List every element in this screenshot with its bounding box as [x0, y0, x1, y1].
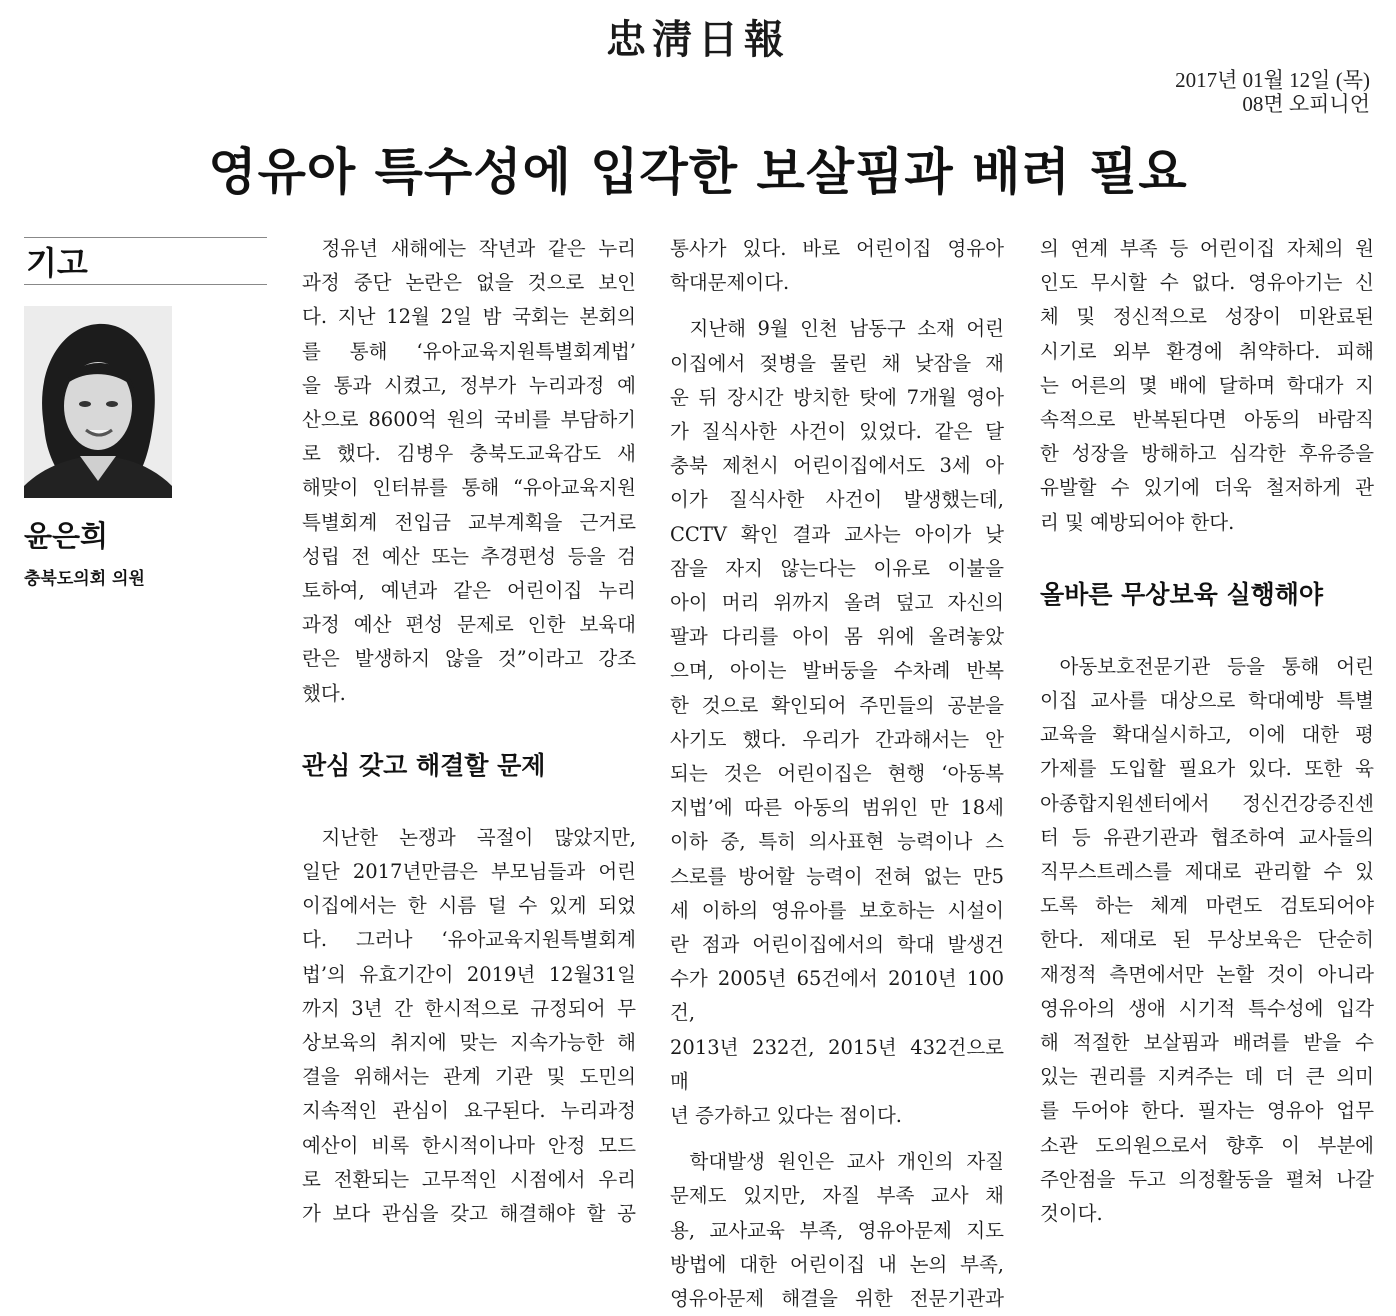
text-line: 소관 도의원으로서 향후 이 부분에 — [1040, 1133, 1374, 1157]
text-line: 아동보호전문기관 등을 통해 어린 — [1059, 654, 1374, 678]
text-line: 의 연계 부족 등 어린이집 자체의 원 — [1040, 237, 1374, 260]
text-line: 인도 무시할 수 없다. 영유아기는 신 — [1040, 271, 1374, 295]
text-line: 이집에서는 한 시름 덜 수 있게 되었 — [302, 894, 636, 918]
publication-date: 2017년 01월 12일 (목) — [1175, 68, 1370, 92]
text-line: 는 어른의 몇 배에 달하며 학대가 지 — [1040, 373, 1374, 397]
text-line: 예산이 비록 한시적이나마 안정 모드 — [302, 1133, 636, 1157]
text-line: 아종합지원센터에서 정신건강증진센 — [1040, 791, 1374, 815]
text-line: 법’의 유효기간이 2019년 12월31일 — [302, 962, 636, 986]
newspaper-masthead: 忠淸日報 — [606, 16, 790, 63]
text-line: 이하 중, 특히 의사표현 능력이나 스 — [670, 830, 1004, 854]
text-line: 특별회계 전입금 교부계획을 근거로 — [302, 510, 636, 534]
text-line: 한다. 제대로 된 무상보육은 단순히 — [1040, 928, 1374, 952]
column3-paragraph-2 — [1040, 650, 1374, 1231]
text-line: 직무스트레스를 제대로 관리할 수 있 — [1040, 860, 1374, 884]
text-line: 상보육의 취지에 맞는 지속가능한 해 — [302, 1031, 636, 1055]
text-line: 다. 지난 12월 2일 밤 국회는 본회의 — [302, 305, 636, 329]
column3-subhead: 올바른 무상보육 실행해야 — [1040, 579, 1324, 609]
article-headline: 영유아 특수성에 입각한 보살핌과 배려 필요 — [208, 142, 1188, 201]
section-tag: 기고 — [26, 244, 88, 282]
text-line: 것이다. — [1040, 1202, 1103, 1226]
dateline — [1175, 68, 1370, 116]
text-line: 까지 3년 간 한시적으로 규정되어 무 — [302, 996, 636, 1020]
page-section: 08면 오피니언 — [1242, 92, 1370, 116]
column2-paragraph-2 — [670, 312, 1004, 1133]
text-line: 속적으로 반복된다면 아동의 바람직 — [1040, 408, 1374, 432]
text-line: 잠을 자지 않는다는 이유로 이불을 — [670, 556, 1004, 580]
text-line: 가 질식사한 사건이 있었다. 같은 달 — [670, 420, 1004, 444]
text-line: 이집에서 젖병을 물린 채 낮잠을 재 — [670, 351, 1004, 375]
article-column-3 — [1040, 232, 1374, 1231]
text-line: 사기도 했다. 우리가 간과해서는 안 — [670, 727, 1004, 751]
text-line: 학대발생 원인은 교사 개인의 자질 — [689, 1150, 1004, 1174]
text-line: 토하여, 예년과 같은 어린이집 누리 — [302, 579, 636, 603]
text-line: 로 전환되는 고무적인 시점에서 우리 — [302, 1167, 636, 1191]
text-line: 해맞이 인터뷰를 통해 “유아교육지원 — [302, 476, 636, 500]
column2-paragraph-1 — [670, 232, 1004, 300]
article-column-2 — [670, 232, 1004, 1316]
text-line: 결을 위해서는 관계 기관 및 도민의 — [302, 1065, 636, 1089]
text-line: 유발할 수 있기에 더욱 철저하게 관 — [1040, 476, 1374, 500]
column2-paragraph-3 — [670, 1145, 1004, 1316]
text-line: 지속적인 관심이 요구된다. 누리과정 — [302, 1099, 636, 1123]
text-line: 한 것으로 확인되어 주민들의 공분을 — [670, 693, 1004, 717]
text-line: 방법에 대한 어린이집 내 논의 부족, — [670, 1252, 1004, 1276]
text-line: 영유아의 생애 시기적 특수성에 입각 — [1040, 996, 1374, 1020]
text-line: 과정 예산 편성 문제로 인한 보육대 — [302, 613, 636, 637]
text-line: 란은 발생하지 않을 것”이라고 강조 — [302, 647, 636, 671]
text-line: 과정 중단 논란은 없을 것으로 보인 — [302, 271, 636, 295]
text-line: 수가 2005년 65건에서 2010년 100건, — [670, 967, 1004, 1025]
text-line: 리 및 예방되어야 한다. — [1040, 510, 1235, 534]
text-line: 통사가 있다. 바로 어린이집 영유아 — [670, 237, 1004, 260]
text-line: 스로를 방어할 능력이 전혀 없는 만5 — [670, 864, 1004, 888]
text-line: 지난한 논쟁과 곡절이 많았지만, — [321, 825, 636, 849]
text-line: 으며, 아이는 발버둥을 수차례 반복 — [670, 659, 1004, 683]
text-line: 있는 권리를 지켜주는 데 더 큰 의미 — [1040, 1065, 1374, 1089]
text-line: 했다. — [302, 681, 346, 705]
text-line: 영유아문제 해결을 위한 전문기관과 — [670, 1287, 1004, 1311]
text-line: 를 통해 ‘유아교육지원특별회계법’ — [302, 339, 636, 363]
text-line: 팔과 다리를 아이 몸 위에 올려놓았 — [670, 625, 1004, 649]
text-line: 충북 제천시 어린이집에서도 3세 아 — [670, 454, 1004, 478]
text-line: 일단 2017년만큼은 부모님들과 어린 — [302, 860, 636, 884]
text-line: 되는 것은 어린이집은 현행 ‘아동복 — [670, 762, 1004, 786]
text-line: 도록 하는 체계 마련도 검토되어야 — [1040, 894, 1374, 918]
text-line: 문제도 있지만, 자질 부족 교사 채 — [670, 1184, 1004, 1208]
author-name: 윤은희 — [24, 519, 109, 553]
text-line: 세 이하의 영유아를 보호하는 시설이 — [670, 898, 1004, 922]
text-line: 년 증가하고 있다는 점이다. — [670, 1104, 903, 1128]
text-line: 정유년 새해에는 작년과 같은 누리 — [321, 237, 636, 260]
text-line: 다. 그러나 ‘유아교육지원특별회계 — [302, 928, 636, 952]
text-line: 터 등 유관기관과 협조하여 교사들의 — [1040, 825, 1374, 849]
text-line: 가제를 도입할 필요가 있다. 또한 육 — [1040, 757, 1374, 781]
text-line: 산으로 8600억 원의 국비를 부담하기 — [302, 408, 636, 432]
text-line: 을 통과 시켰고, 정부가 누리과정 예 — [302, 373, 636, 397]
text-line: 시기로 외부 환경에 취약하다. 피해 — [1040, 339, 1374, 363]
portrait-graphic — [24, 306, 172, 498]
text-line: 아이 머리 위까지 올려 덮고 자신의 — [670, 591, 1004, 615]
text-line: 재정적 측면에서만 논할 것이 아니라 — [1040, 962, 1374, 986]
text-line: 를 두어야 한다. 필자는 영유아 업무 — [1040, 1099, 1374, 1123]
text-line: 지난해 9월 인천 남동구 소재 어린 — [689, 317, 1004, 341]
text-line: 학대문제이다. — [670, 271, 790, 295]
text-line: CCTV 확인 결과 교사는 아이가 낮 — [670, 522, 1004, 546]
article-column-1 — [302, 232, 636, 1231]
column3-paragraph-1 — [1040, 232, 1374, 540]
author-photo — [24, 306, 172, 498]
text-line: 란 점과 어린이집에서의 학대 발생건 — [670, 933, 1004, 957]
text-line: 한 성장을 방해하고 심각한 후유증을 — [1040, 442, 1374, 466]
text-line: 용, 교사교육 부족, 영유아문제 지도 — [670, 1218, 1004, 1242]
text-line: 2013년 232건, 2015년 432건으로 매 — [670, 1035, 1004, 1093]
text-line: 이가 질식사한 사건이 발생했는데, — [670, 488, 1004, 512]
text-line: 로 했다. 김병우 충북도교육감도 새 — [302, 442, 636, 466]
text-line: 성립 전 예산 또는 추경편성 등을 검 — [302, 544, 636, 568]
column1-subhead: 관심 갖고 해결할 문제 — [302, 750, 546, 780]
text-line: 교육을 확대실시하고, 이에 대한 평 — [1040, 723, 1374, 747]
text-line: 주안점을 두고 의정활동을 펼쳐 나갈 — [1040, 1167, 1374, 1191]
text-line: 운 뒤 장시간 방치한 탓에 7개월 영아 — [670, 385, 1004, 409]
text-line: 이집 교사를 대상으로 학대예방 특별 — [1040, 689, 1374, 713]
text-line: 체 및 정신적으로 성장이 미완료된 — [1040, 305, 1374, 329]
author-title: 충북도의회 의원 — [24, 569, 145, 589]
section-rule-bottom — [24, 284, 267, 285]
text-line: 해 적절한 보살핌과 배려를 받을 수 — [1040, 1031, 1374, 1055]
text-line: 지법’에 따른 아동의 범위인 만 18세 — [670, 796, 1004, 820]
text-line: 가 보다 관심을 갖고 해결해야 할 공 — [302, 1202, 636, 1226]
column1-paragraph-2 — [302, 821, 636, 1231]
column1-paragraph-1 — [302, 232, 636, 711]
